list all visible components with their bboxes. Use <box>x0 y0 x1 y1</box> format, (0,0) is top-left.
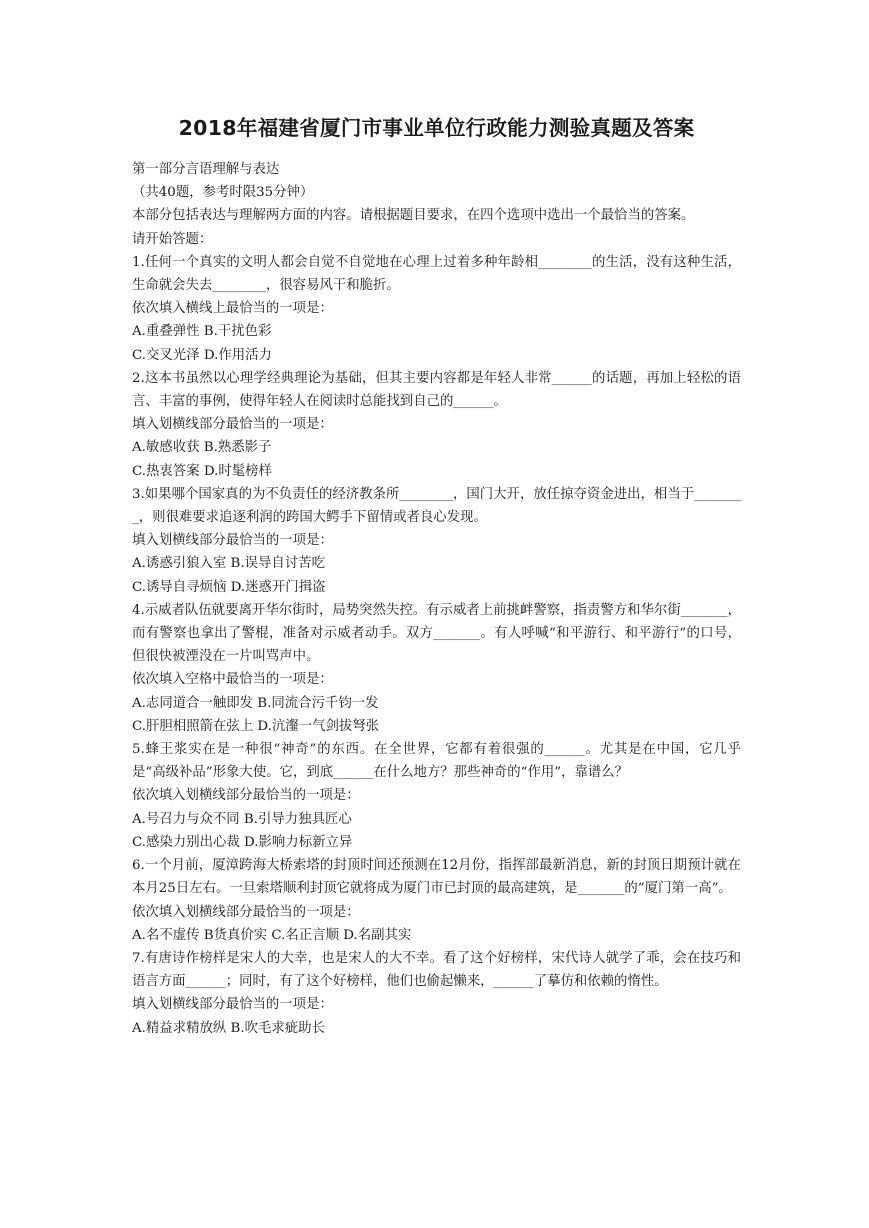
text-line: 6.一个月前，厦漳跨海大桥索塔的封顶时间还预测在12月份，指挥部最新消息，新的封顶日期预计就在本月25日左右。一旦索塔顺利封顶它就将成为厦门市已封顶的最高建筑，是_______的“厦门第一高”。 <box>132 858 741 897</box>
text-line: 填入划横线部分最恰当的一项是： <box>132 533 333 549</box>
text-line: 第一部分言语理解与表达 <box>132 162 280 177</box>
text-line: C.热衷答案 D.时髦榜样 <box>132 463 272 479</box>
text-line: 填入划横线部分最恰当的一项是： <box>132 417 333 433</box>
text-line: 依次填入空格中最恰当的一项是： <box>132 672 333 688</box>
text-line: 请开始答题： <box>132 231 213 247</box>
text-line: C.诱导自寻烦恼 D.迷惑开门揖盗 <box>132 579 326 595</box>
text-line: A.名不虚传 B货真价实 C.名正言顺 D.名副其实 <box>132 927 412 943</box>
text-line: 5.蜂王浆实在是一种很“神奇”的东西。在全世界，它都有着很强的______。尤其是在中国，它几乎是“高级补品”形象大使。它，到底______在什么地方？那些神奇的“作用”，靠谱么？ <box>132 742 741 781</box>
text-line: （共40题，参考时限35分钟） <box>132 185 314 201</box>
text-line: C.肝胆相照箭在弦上 D.沆瀣一气剑拔弩张 <box>132 718 380 734</box>
document-body <box>132 158 741 1040</box>
text-line: C.交叉光泽 D.作用活力 <box>132 347 272 363</box>
text-line: 填入划横线部分最恰当的一项是： <box>132 997 333 1013</box>
text-line: 依次填入划横线部分最恰当的一项是： <box>132 904 360 920</box>
text-line: 1.任何一个真实的文明人都会自觉不自觉地在心理上过着多种年龄相________的生活，没有这种生活，生命就会失去________，很容易风干和脆折。 <box>132 254 741 294</box>
text-line: A.敏感收获 B.熟悉影子 <box>132 440 272 456</box>
document-title: 2018年福建省厦门市事业单位行政能力测验真题及答案 <box>178 116 695 140</box>
text-line: 本部分包括表达与理解两方面的内容。请根据题目要求，在四个选项中选出一个最恰当的答案。 <box>132 208 695 224</box>
text-line: A.精益求精放纵 B.吹毛求疵助长 <box>132 1020 325 1036</box>
text-line: 7.有唐诗作榜样是宋人的大幸，也是宋人的大不幸。看了这个好榜样，宋代诗人就学了乖，会在技巧和语言方面______；同时，有了这个好榜样，他们也偷起懒来，______了摹仿和依赖的惰性。 <box>132 950 741 990</box>
text-line: 2.这本书虽然以心理学经典理论为基础，但其主要内容都是年轻人非常______的话题，再加上轻松的语言、丰富的事例，使得年轻人在阅读时总能找到自己的______。 <box>132 370 741 410</box>
text-line: C.感染力别出心裁 D.影响力标新立异 <box>132 834 353 850</box>
text-line: A.志同道合一触即发 B.同流合污千钧一发 <box>132 695 379 711</box>
text-line: 依次填入横线上最恰当的一项是： <box>132 301 333 317</box>
text-line: 3.如果哪个国家真的为不负责任的经济教条所________，国门大开，放任掠夺资金进出，相当于________，则很难要求追逐利润的跨国大鳄手下留情或者良心发现。 <box>132 486 741 526</box>
text-line: 依次填入划横线部分最恰当的一项是： <box>132 788 360 804</box>
text-line: 4.示威者队伍就要离开华尔街时，局势突然失控。有示威者上前挑衅警察，指责警方和华尔街_______，而有警察也拿出了警棍，准备对示威者动手。双方_______。有人呼喊“和平游行、和平游行”的口号，但很快被湮没在一片叫骂声中。 <box>132 602 741 665</box>
text-line: A.号召力与众不同 B.引导力独具匠心 <box>132 811 352 827</box>
text-line: A.诱惑引狼入室 B.误导自讨苦吃 <box>132 556 325 572</box>
text-line: A.重叠弹性 B.干扰色彩 <box>132 324 272 340</box>
